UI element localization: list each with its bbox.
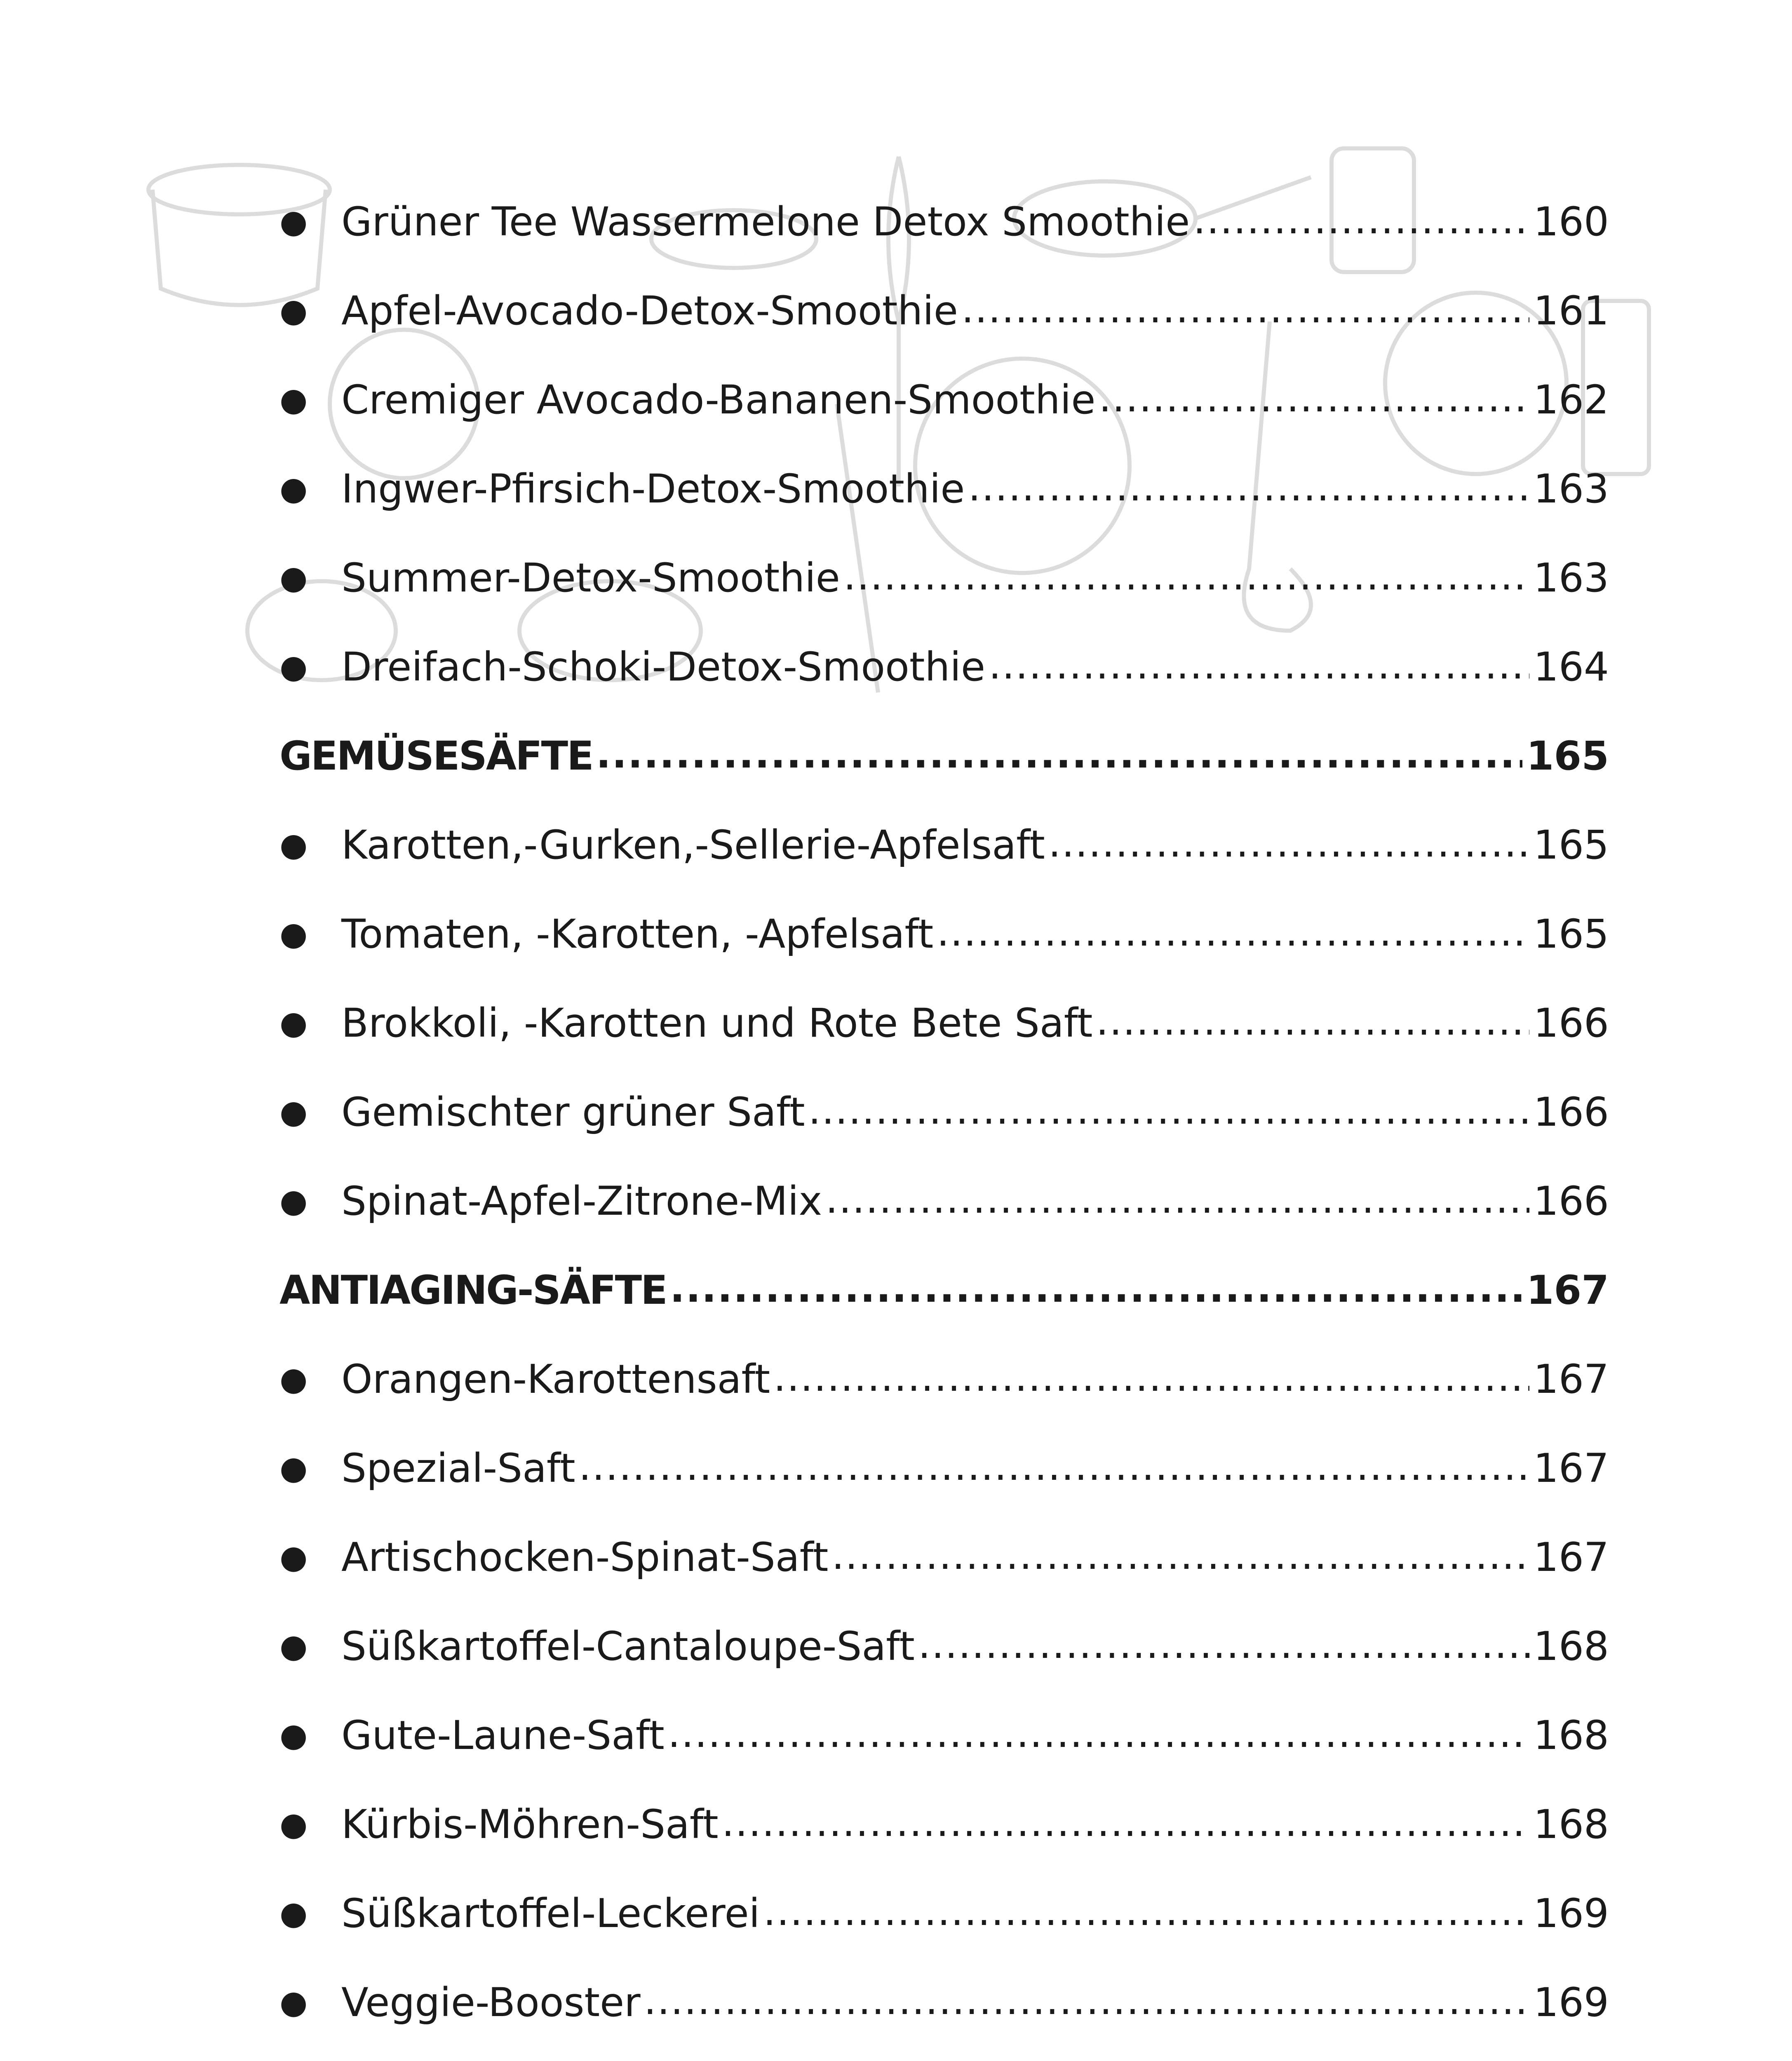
toc-page-number: 166 [1533,1000,1609,1046]
toc-page-number: 163 [1533,466,1609,512]
bullet-icon: ● [279,1984,308,2021]
toc-page-number: 166 [1533,1089,1609,1135]
toc-page-number: 165 [1526,733,1609,779]
toc-page-number: 163 [1533,555,1609,601]
toc-page-number: 168 [1533,1801,1609,1847]
toc-entry[interactable] [279,177,1609,266]
bullet-icon: ● [279,1094,308,1131]
toc-entry-title: Orangen-Karottensaft [341,1356,770,1402]
toc-page-number: 161 [1533,288,1609,334]
toc-entry-title: Veggie-Booster [341,1979,641,2026]
toc-page-number: 169 [1533,1979,1609,2026]
toc-page-number: 168 [1533,1712,1609,1758]
bullet-icon: ● [279,1895,308,1932]
dot-leader [825,1181,1529,1221]
toc-entry[interactable] [279,444,1609,533]
dot-leader [1048,825,1529,865]
toc-entry-title: Brokkoli, -Karotten und Rote Bete Saft [341,1000,1093,1046]
bullet-icon: ● [279,381,308,418]
toc-entry-title: Gute-Laune-Saft [341,1712,665,1758]
toc-entry-title: Spezial-Saft [341,1445,575,1491]
toc-entry[interactable] [279,979,1609,1068]
toc-entry-title: Summer-Detox-Smoothie [341,555,840,601]
toc-entry-title: Spinat-Apfel-Zitrone-Mix [341,1178,822,1224]
bullet-icon: ● [279,203,308,240]
toc-page-number: 165 [1533,822,1609,868]
toc-page-number: 167 [1533,1356,1609,1402]
bullet-icon: ● [279,559,308,596]
dot-leader [937,914,1529,954]
toc-entry-title: Süßkartoffel-Leckerei [341,1890,760,1937]
toc-entry[interactable] [279,622,1609,711]
table-of-contents [279,177,1609,2061]
dot-leader [831,1538,1529,1577]
toc-entry[interactable] [279,800,1609,890]
dot-leader [1096,1003,1529,1043]
toc-entry-title: Ingwer-Pfirsich-Detox-Smoothie [341,466,965,512]
toc-entry-title: Apfel-Avocado-Detox-Smoothie [341,288,958,334]
dot-leader [918,1627,1529,1666]
toc-entry[interactable] [279,1691,1609,1780]
toc-entry[interactable] [279,1958,1609,2047]
bullet-icon: ● [279,1005,308,1042]
dot-leader [763,1894,1529,1933]
toc-page-number: 167 [1526,1267,1609,1313]
toc-entry-title: Tomaten, -Karotten, -Apfelsaft [341,911,934,957]
dot-leader [668,1716,1529,1755]
toc-entry[interactable] [279,1869,1609,1958]
toc-entry[interactable] [279,890,1609,979]
bullet-icon: ● [279,1539,308,1576]
toc-entry[interactable] [279,1602,1609,1691]
toc-entry[interactable] [279,355,1609,444]
toc-page-number: 164 [1533,644,1609,690]
toc-entry-title: Artischocken-Spinat-Saft [341,1534,829,1580]
toc-page-number: 160 [1533,199,1609,245]
dot-leader [670,1270,1522,1310]
dot-leader [1193,202,1529,242]
bullet-icon: ● [279,292,308,329]
toc-page-number: 167 [1533,1534,1609,1580]
toc-entry[interactable] [279,1780,1609,1869]
dot-leader [644,1983,1529,2022]
toc-entry-title: Süßkartoffel-Cantaloupe-Saft [341,1623,915,1669]
toc-entry[interactable] [279,266,1609,355]
dot-leader [1099,380,1529,420]
bullet-icon: ● [279,826,308,864]
bullet-icon: ● [279,470,308,507]
dot-leader [722,1805,1529,1844]
toc-entry[interactable] [279,1424,1609,1513]
toc-entry[interactable] [279,1068,1609,1157]
dot-leader [989,647,1529,687]
toc-page-number: 166 [1533,1178,1609,1224]
dot-leader [773,1359,1529,1399]
toc-entry-title: Grüner Tee Wassermelone Detox Smoothie [341,199,1190,245]
toc-entry-title: Dreifach-Schoki-Detox-Smoothie [341,644,986,690]
toc-entry-title: Kürbis-Möhren-Saft [341,1801,719,1847]
bullet-icon: ● [279,1361,308,1398]
toc-entry[interactable] [279,1513,1609,1602]
dot-leader [596,736,1522,776]
toc-entry-title: ANTIAGING-SÄFTE [279,1267,667,1313]
toc-page-number: 169 [1533,1890,1609,1937]
toc-entry-title: Cremiger Avocado-Bananen-Smoothie [341,377,1096,423]
toc-page-number: 167 [1533,1445,1609,1491]
toc-entry-title: Karotten,-Gurken,-Sellerie-Apfelsaft [341,822,1045,868]
bullet-icon: ● [279,1806,308,1843]
toc-entry[interactable] [279,1335,1609,1424]
toc-page-number: 168 [1533,1623,1609,1669]
toc-page-number: 162 [1533,377,1609,423]
dot-leader [843,558,1529,598]
toc-page-number: 165 [1533,911,1609,957]
dot-leader [579,1448,1529,1488]
toc-entry[interactable] [279,533,1609,622]
dot-leader [961,291,1529,331]
bullet-icon: ● [279,1183,308,1220]
toc-entry-title: Gemischter grüner Saft [341,1089,805,1135]
toc-entry-title: GEMÜSESÄFTE [279,733,593,779]
bullet-icon: ● [279,915,308,953]
bullet-icon: ● [279,1717,308,1754]
dot-leader [968,469,1529,509]
bullet-icon: ● [279,1628,308,1665]
toc-entry[interactable] [279,1157,1609,1246]
toc-entry[interactable] [279,2047,1609,2061]
toc-section-heading[interactable] [279,711,1609,800]
bullet-icon: ● [279,1450,308,1487]
dot-leader [808,1092,1529,1132]
bullet-icon: ● [279,648,308,685]
toc-section-heading[interactable] [279,1246,1609,1335]
